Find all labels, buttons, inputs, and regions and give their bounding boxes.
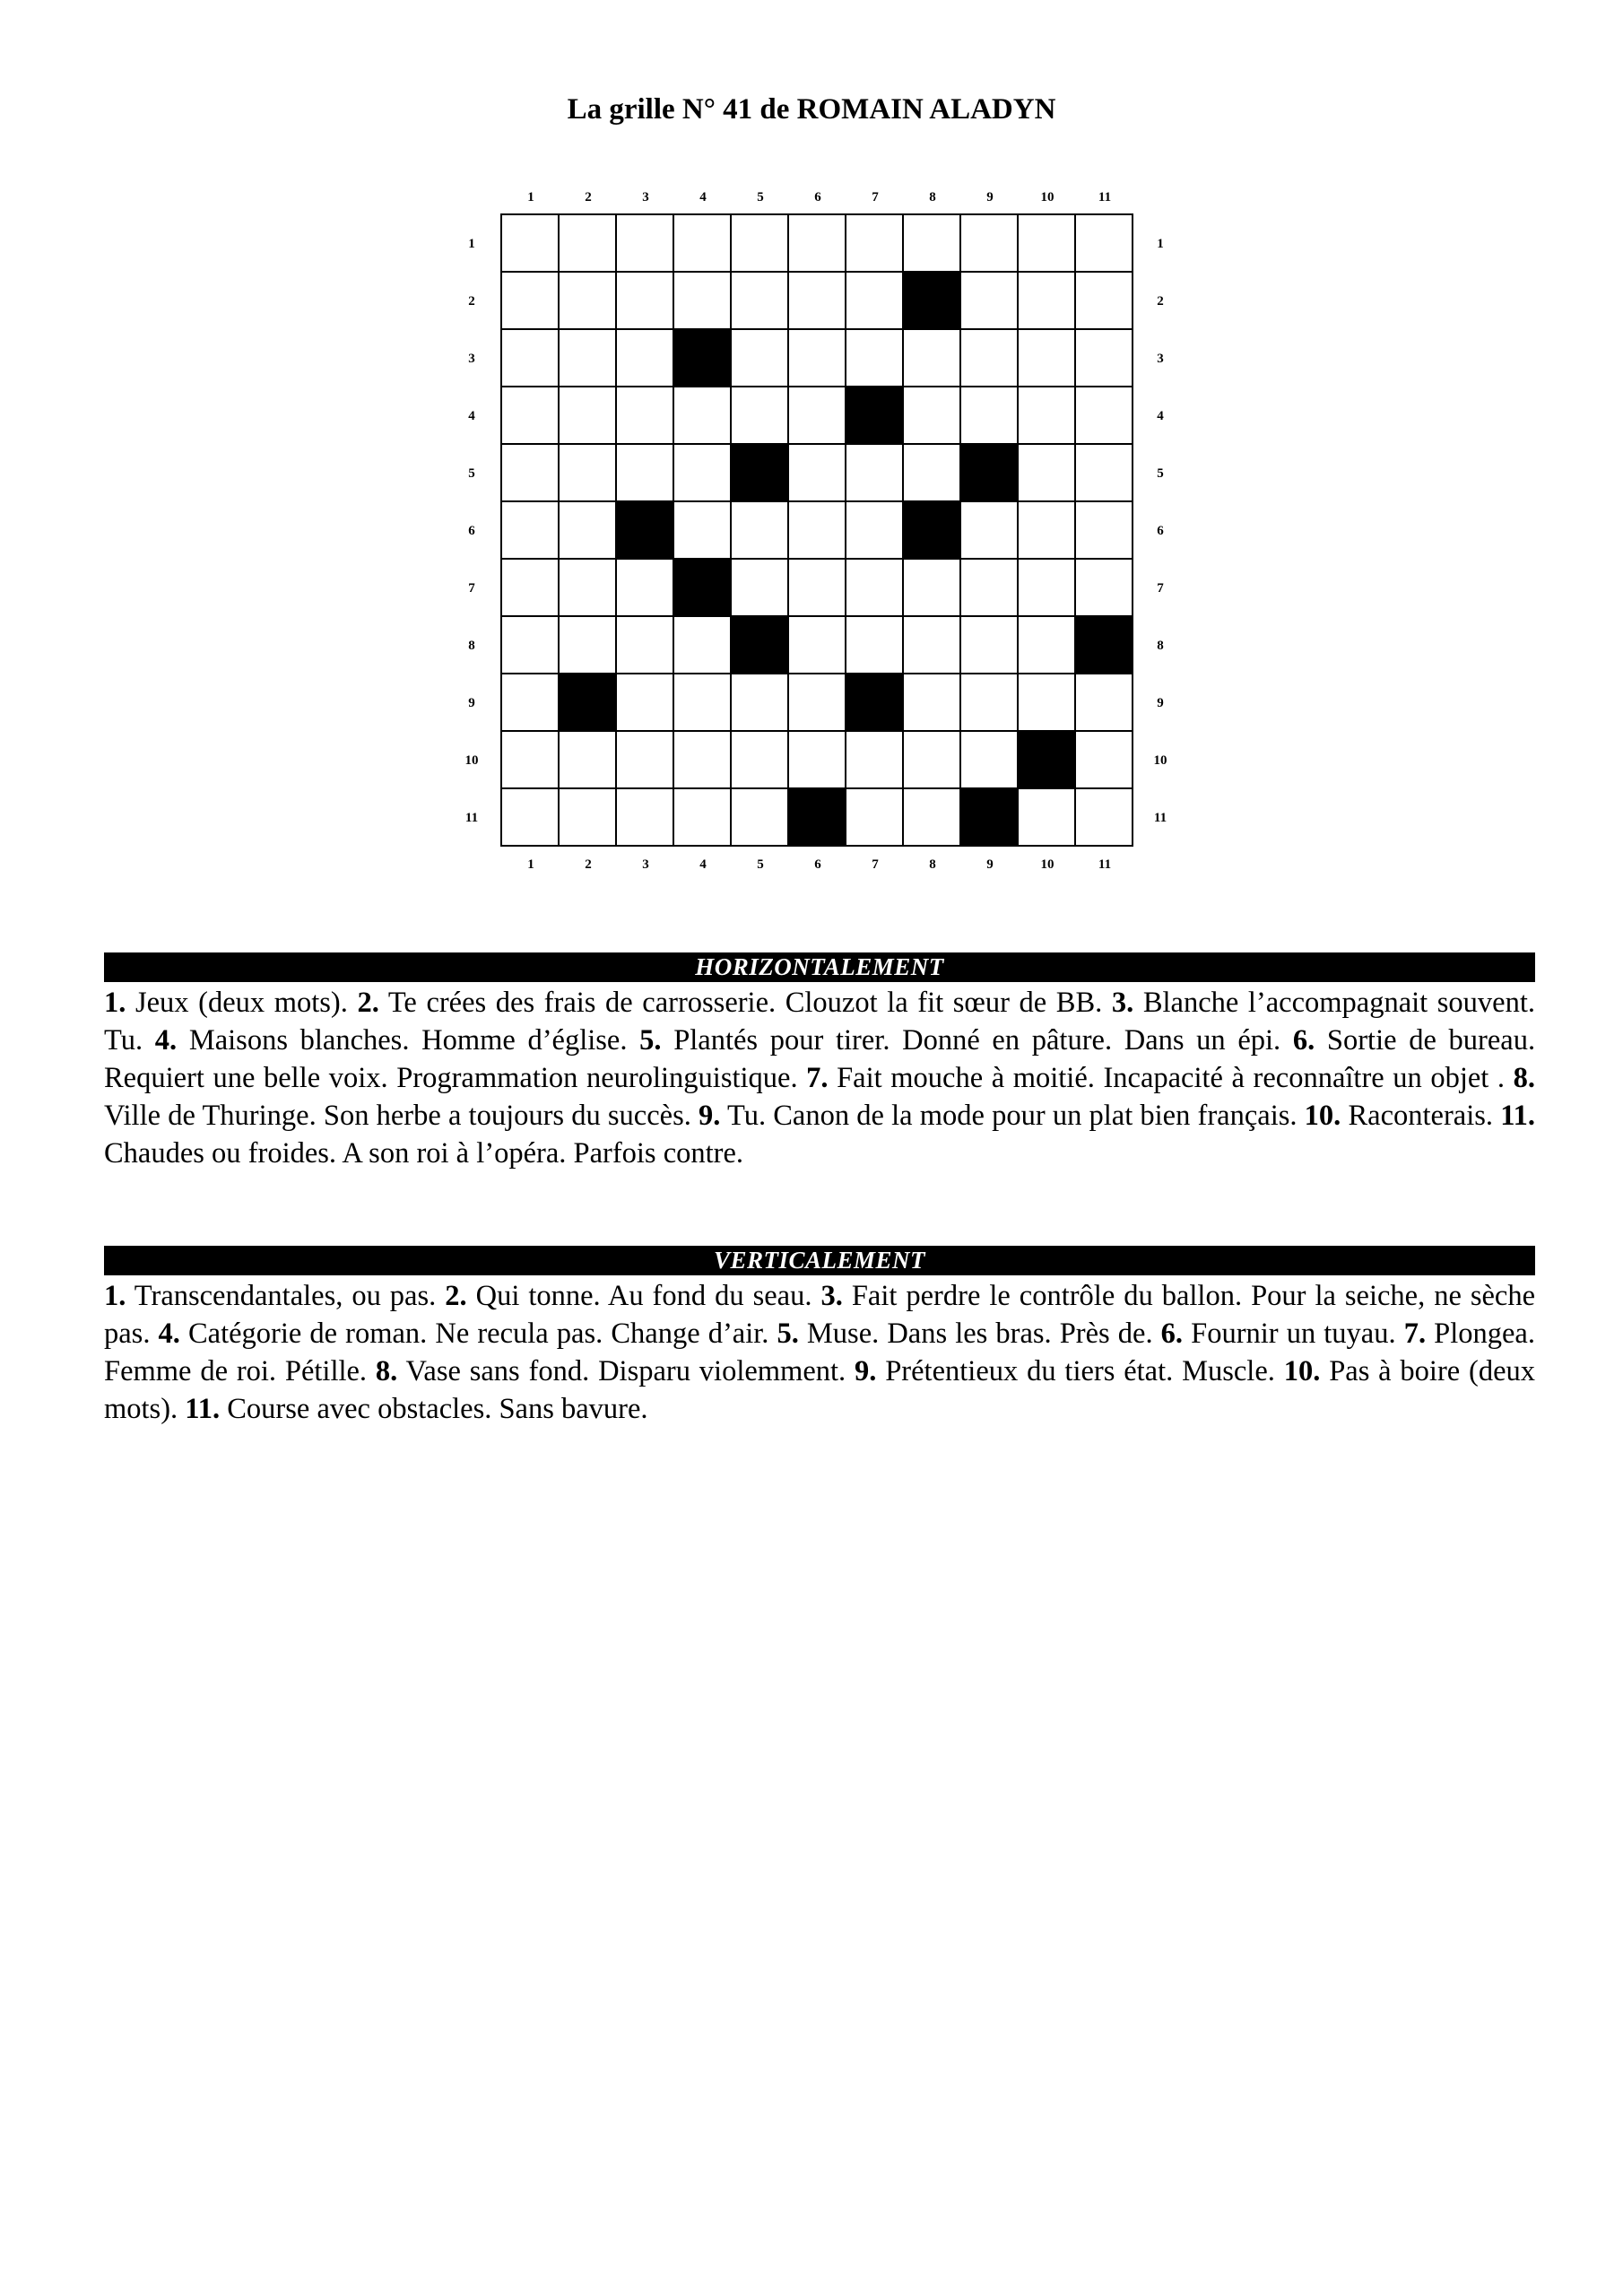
clue-number: 11. [1500,1100,1536,1132]
grid-cell[interactable] [560,789,617,847]
grid-cell[interactable] [732,273,789,330]
column-numbers-top [502,187,1133,208]
column-number: 3 [642,857,649,872]
black-cell [1076,617,1133,674]
clue-text: Fait perdre le contrôle du ballon. Pour la seiche, ne sèche pas. [104,1280,1536,1350]
row-number: 6 [468,524,475,538]
grid-cell[interactable] [1076,273,1133,330]
horizontal-header: HORIZONTALEMENT [104,952,1535,982]
clue-number: 2. [445,1280,467,1312]
clue-number: 8. [375,1355,398,1387]
clue-text: Tu. Canon de la mode pour un plat bien français. [727,1100,1298,1132]
clue-number: 1. [104,1280,126,1312]
black-cell [1019,732,1076,789]
grid-cell[interactable] [617,215,674,273]
clue-number: 10. [1304,1100,1341,1132]
black-cell [961,445,1019,502]
grid-cell[interactable] [789,330,846,387]
row-number: 10 [464,753,479,768]
grid-cell[interactable] [846,617,904,674]
column-number: 5 [757,190,764,204]
page-title: La grille N° 41 de ROMAIN ALADYN [567,93,1056,126]
grid-cell[interactable] [846,445,904,502]
row-number: 5 [1157,466,1164,481]
clue-number: 5. [639,1024,662,1057]
row-number: 1 [468,237,475,251]
grid-cell[interactable] [732,215,789,273]
grid-cell[interactable] [846,215,904,273]
grid-cell[interactable] [961,560,1019,617]
grid-cell[interactable] [961,732,1019,789]
black-cell [732,617,789,674]
grid-cell[interactable] [560,330,617,387]
grid-cell[interactable] [789,560,846,617]
row-number: 8 [468,639,475,653]
grid-cell[interactable] [1019,617,1076,674]
black-cell [904,273,961,330]
grid-cell[interactable] [846,732,904,789]
row-numbers-right [1133,215,1187,847]
column-number: 8 [929,857,936,872]
clue-number: 3. [1111,987,1134,1019]
grid-cell[interactable] [846,502,904,560]
grid-cell[interactable] [904,789,961,847]
row-number: 2 [468,294,475,309]
grid-cell[interactable] [904,674,961,732]
grid-cell[interactable] [1019,560,1076,617]
grid-cell[interactable] [904,445,961,502]
clue-number: 3. [820,1280,843,1312]
grid-cell[interactable] [961,330,1019,387]
clue-text: Muse. Dans les bras. Près de. [806,1318,1153,1350]
grid-cell[interactable] [560,273,617,330]
clue-number: 7. [806,1062,829,1094]
grid-cell[interactable] [789,387,846,445]
grid-cell[interactable] [617,560,674,617]
clue-text: Plongea. Femme de roi. Pétille. [104,1318,1535,1387]
row-number: 11 [464,811,479,825]
black-cell [732,445,789,502]
grid-cell[interactable] [617,789,674,847]
grid-cell[interactable] [1019,445,1076,502]
grid-cell[interactable] [961,674,1019,732]
horizontal-clues [104,982,1535,1172]
clue-number: 6. [1160,1318,1184,1350]
clue-text: Sortie de bureau. Requiert une belle voix. Programmation neurolinguistique. [104,1024,1536,1094]
grid-cell[interactable] [674,732,732,789]
clue-text: Pas à boire (deux mots). [104,1355,1536,1425]
row-number: 9 [468,696,475,710]
grid-cell[interactable] [617,674,674,732]
grid-cell[interactable] [789,674,846,732]
grid-cell[interactable] [904,330,961,387]
row-number: 3 [1157,352,1164,366]
clue-text: Catégorie de roman. Ne recula pas. Change d’air. [187,1318,769,1350]
grid-cell[interactable] [674,387,732,445]
column-number: 9 [986,857,994,872]
grid-cell[interactable] [904,560,961,617]
clue-text: Fait mouche à moitié. Incapacité à reconnaître un objet . [837,1062,1506,1094]
column-number: 6 [814,190,821,204]
clue-number: 2. [357,987,379,1019]
grid-cell[interactable] [1076,789,1133,847]
row-number: 11 [1153,811,1167,825]
grid-cell[interactable] [1076,674,1133,732]
grid-cell[interactable] [1076,387,1133,445]
clue-number: 6. [1292,1024,1315,1057]
column-number: 3 [642,190,649,204]
grid-cell[interactable] [1019,674,1076,732]
grid-cell[interactable] [1019,215,1076,273]
vertical-clues [104,1275,1535,1428]
column-number: 9 [986,190,994,204]
grid-cell[interactable] [674,445,732,502]
column-number: 11 [1098,857,1112,872]
grid-cell[interactable] [617,732,674,789]
grid-cell[interactable] [789,215,846,273]
clue-text: Fournir un tuyau. [1191,1318,1396,1350]
grid-cell[interactable] [789,732,846,789]
black-cell [560,674,617,732]
grid-cell[interactable] [732,502,789,560]
grid-cell[interactable] [1076,732,1133,789]
grid-cell[interactable] [674,617,732,674]
grid-cell[interactable] [1019,273,1076,330]
grid-cell[interactable] [502,789,560,847]
grid-cell[interactable] [732,732,789,789]
grid-cell[interactable] [617,445,674,502]
column-number: 2 [585,190,592,204]
clue-number: 5. [777,1318,799,1350]
grid-cell[interactable] [789,273,846,330]
row-number: 9 [1157,696,1164,710]
grid-cell[interactable] [904,732,961,789]
grid-cell[interactable] [502,502,560,560]
grid-cell[interactable] [904,617,961,674]
black-cell [674,560,732,617]
clue-number: 9. [855,1355,877,1387]
grid-cell[interactable] [961,502,1019,560]
clue-text: Course avec obstacles. Sans bavure. [227,1393,648,1425]
column-number: 7 [872,190,879,204]
column-number: 10 [1040,857,1055,872]
grid-cell[interactable] [502,674,560,732]
grid-cell[interactable] [674,789,732,847]
grid-cell[interactable] [674,674,732,732]
black-cell [904,502,961,560]
grid-cell[interactable] [1076,330,1133,387]
clue-text: Vase sans fond. Disparu violemment. [405,1355,846,1387]
grid-cell[interactable] [1019,330,1076,387]
grid-cell[interactable] [502,560,560,617]
row-number: 4 [468,409,475,423]
grid-cell[interactable] [674,502,732,560]
grid-cell[interactable] [732,789,789,847]
grid-cell[interactable] [560,560,617,617]
grid-cell[interactable] [1019,789,1076,847]
grid-cell[interactable] [961,387,1019,445]
grid-cell[interactable] [560,215,617,273]
row-number: 6 [1157,524,1164,538]
row-number: 1 [1157,237,1164,251]
grid-cell[interactable] [732,560,789,617]
row-number: 8 [1157,639,1164,653]
grid-cell[interactable] [502,273,560,330]
column-number: 2 [585,857,592,872]
grid-cell[interactable] [617,617,674,674]
clue-text: Chaudes ou froides. A son roi à l’opéra. Parfois contre. [104,1137,744,1170]
row-number: 5 [468,466,475,481]
grid-cell[interactable] [502,215,560,273]
grid-cell[interactable] [961,273,1019,330]
grid-cell[interactable] [560,617,617,674]
clue-text: Ville de Thuringe. Son herbe a toujours du succès. [104,1100,691,1132]
row-number: 4 [1157,409,1164,423]
row-number: 7 [1157,581,1164,596]
grid-cell[interactable] [560,445,617,502]
grid-cell[interactable] [560,387,617,445]
vertical-header: VERTICALEMENT [104,1246,1535,1275]
grid-cell[interactable] [789,502,846,560]
grid-cell[interactable] [1076,215,1133,273]
clue-text: Blanche l’accompagnait souvent. Tu. [104,987,1536,1057]
grid-cell[interactable] [502,445,560,502]
grid-cell[interactable] [1076,502,1133,560]
clue-number: 11. [185,1393,221,1425]
black-cell [846,674,904,732]
grid-cell[interactable] [904,215,961,273]
column-number: 6 [814,857,821,872]
black-cell [846,387,904,445]
grid-cell[interactable] [560,732,617,789]
column-number: 11 [1098,190,1112,204]
clue-number: 10. [1283,1355,1321,1387]
column-number: 10 [1040,190,1055,204]
clue-number: 4. [154,1024,178,1057]
grid-cell[interactable] [904,387,961,445]
crossword-area [0,0,1623,897]
clue-text: Plantés pour tirer. Donné en pâture. Dans un épi. [673,1024,1281,1057]
clue-number: 4. [158,1318,180,1350]
grid-cell[interactable] [1076,445,1133,502]
grid-cell[interactable] [617,330,674,387]
column-number: 4 [699,190,707,204]
grid-cell[interactable] [732,330,789,387]
clue-text: Te crées des frais de carrosserie. Clouzot la fit sœur de BB. [387,987,1103,1019]
column-number: 8 [929,190,936,204]
crossword-grid [500,213,1133,847]
clue-text: Jeux (deux mots). [135,987,348,1019]
grid-cell[interactable] [846,560,904,617]
black-cell [961,789,1019,847]
grid-cell[interactable] [846,330,904,387]
row-number: 3 [468,352,475,366]
grid-cell[interactable] [961,617,1019,674]
row-number: 2 [1157,294,1164,309]
column-number: 1 [527,190,534,204]
grid-cell[interactable] [502,330,560,387]
grid-cell[interactable] [732,674,789,732]
row-numbers-left [445,215,499,847]
clue-number: 9. [699,1100,721,1132]
grid-cell[interactable] [560,502,617,560]
grid-cell[interactable] [846,789,904,847]
column-numbers-bottom [502,854,1133,875]
column-number: 5 [757,857,764,872]
row-number: 7 [468,581,475,596]
grid-cell[interactable] [789,445,846,502]
clue-text: Transcendantales, ou pas. [134,1280,437,1312]
clue-number: 8. [1513,1062,1535,1094]
grid-cell[interactable] [961,215,1019,273]
column-number: 1 [527,857,534,872]
grid-cell[interactable] [502,387,560,445]
clue-text: Prétentieux du tiers état. Muscle. [885,1355,1275,1387]
grid-cell[interactable] [789,617,846,674]
clue-text: Maisons blanches. Homme d’église. [188,1024,628,1057]
grid-cell[interactable] [1019,387,1076,445]
column-number: 7 [872,857,879,872]
grid-cell[interactable] [1019,502,1076,560]
grid-cell[interactable] [674,215,732,273]
black-cell [617,502,674,560]
row-number: 10 [1153,753,1167,768]
grid-cell[interactable] [674,273,732,330]
grid-cell[interactable] [846,273,904,330]
clue-number: 1. [104,987,126,1019]
grid-cell[interactable] [617,273,674,330]
grid-cell[interactable] [502,732,560,789]
grid-cell[interactable] [732,387,789,445]
grid-cell[interactable] [617,387,674,445]
clue-text: Raconterais. [1348,1100,1494,1132]
grid-cell[interactable] [502,617,560,674]
horizontal-clues-section [104,952,1535,1172]
clue-text: Qui tonne. Au fond du seau. [475,1280,812,1312]
grid-cell[interactable] [1076,560,1133,617]
clue-number: 7. [1403,1318,1427,1350]
column-number: 4 [699,857,707,872]
vertical-clues-section [104,1246,1535,1428]
black-cell [674,330,732,387]
black-cell [789,789,846,847]
